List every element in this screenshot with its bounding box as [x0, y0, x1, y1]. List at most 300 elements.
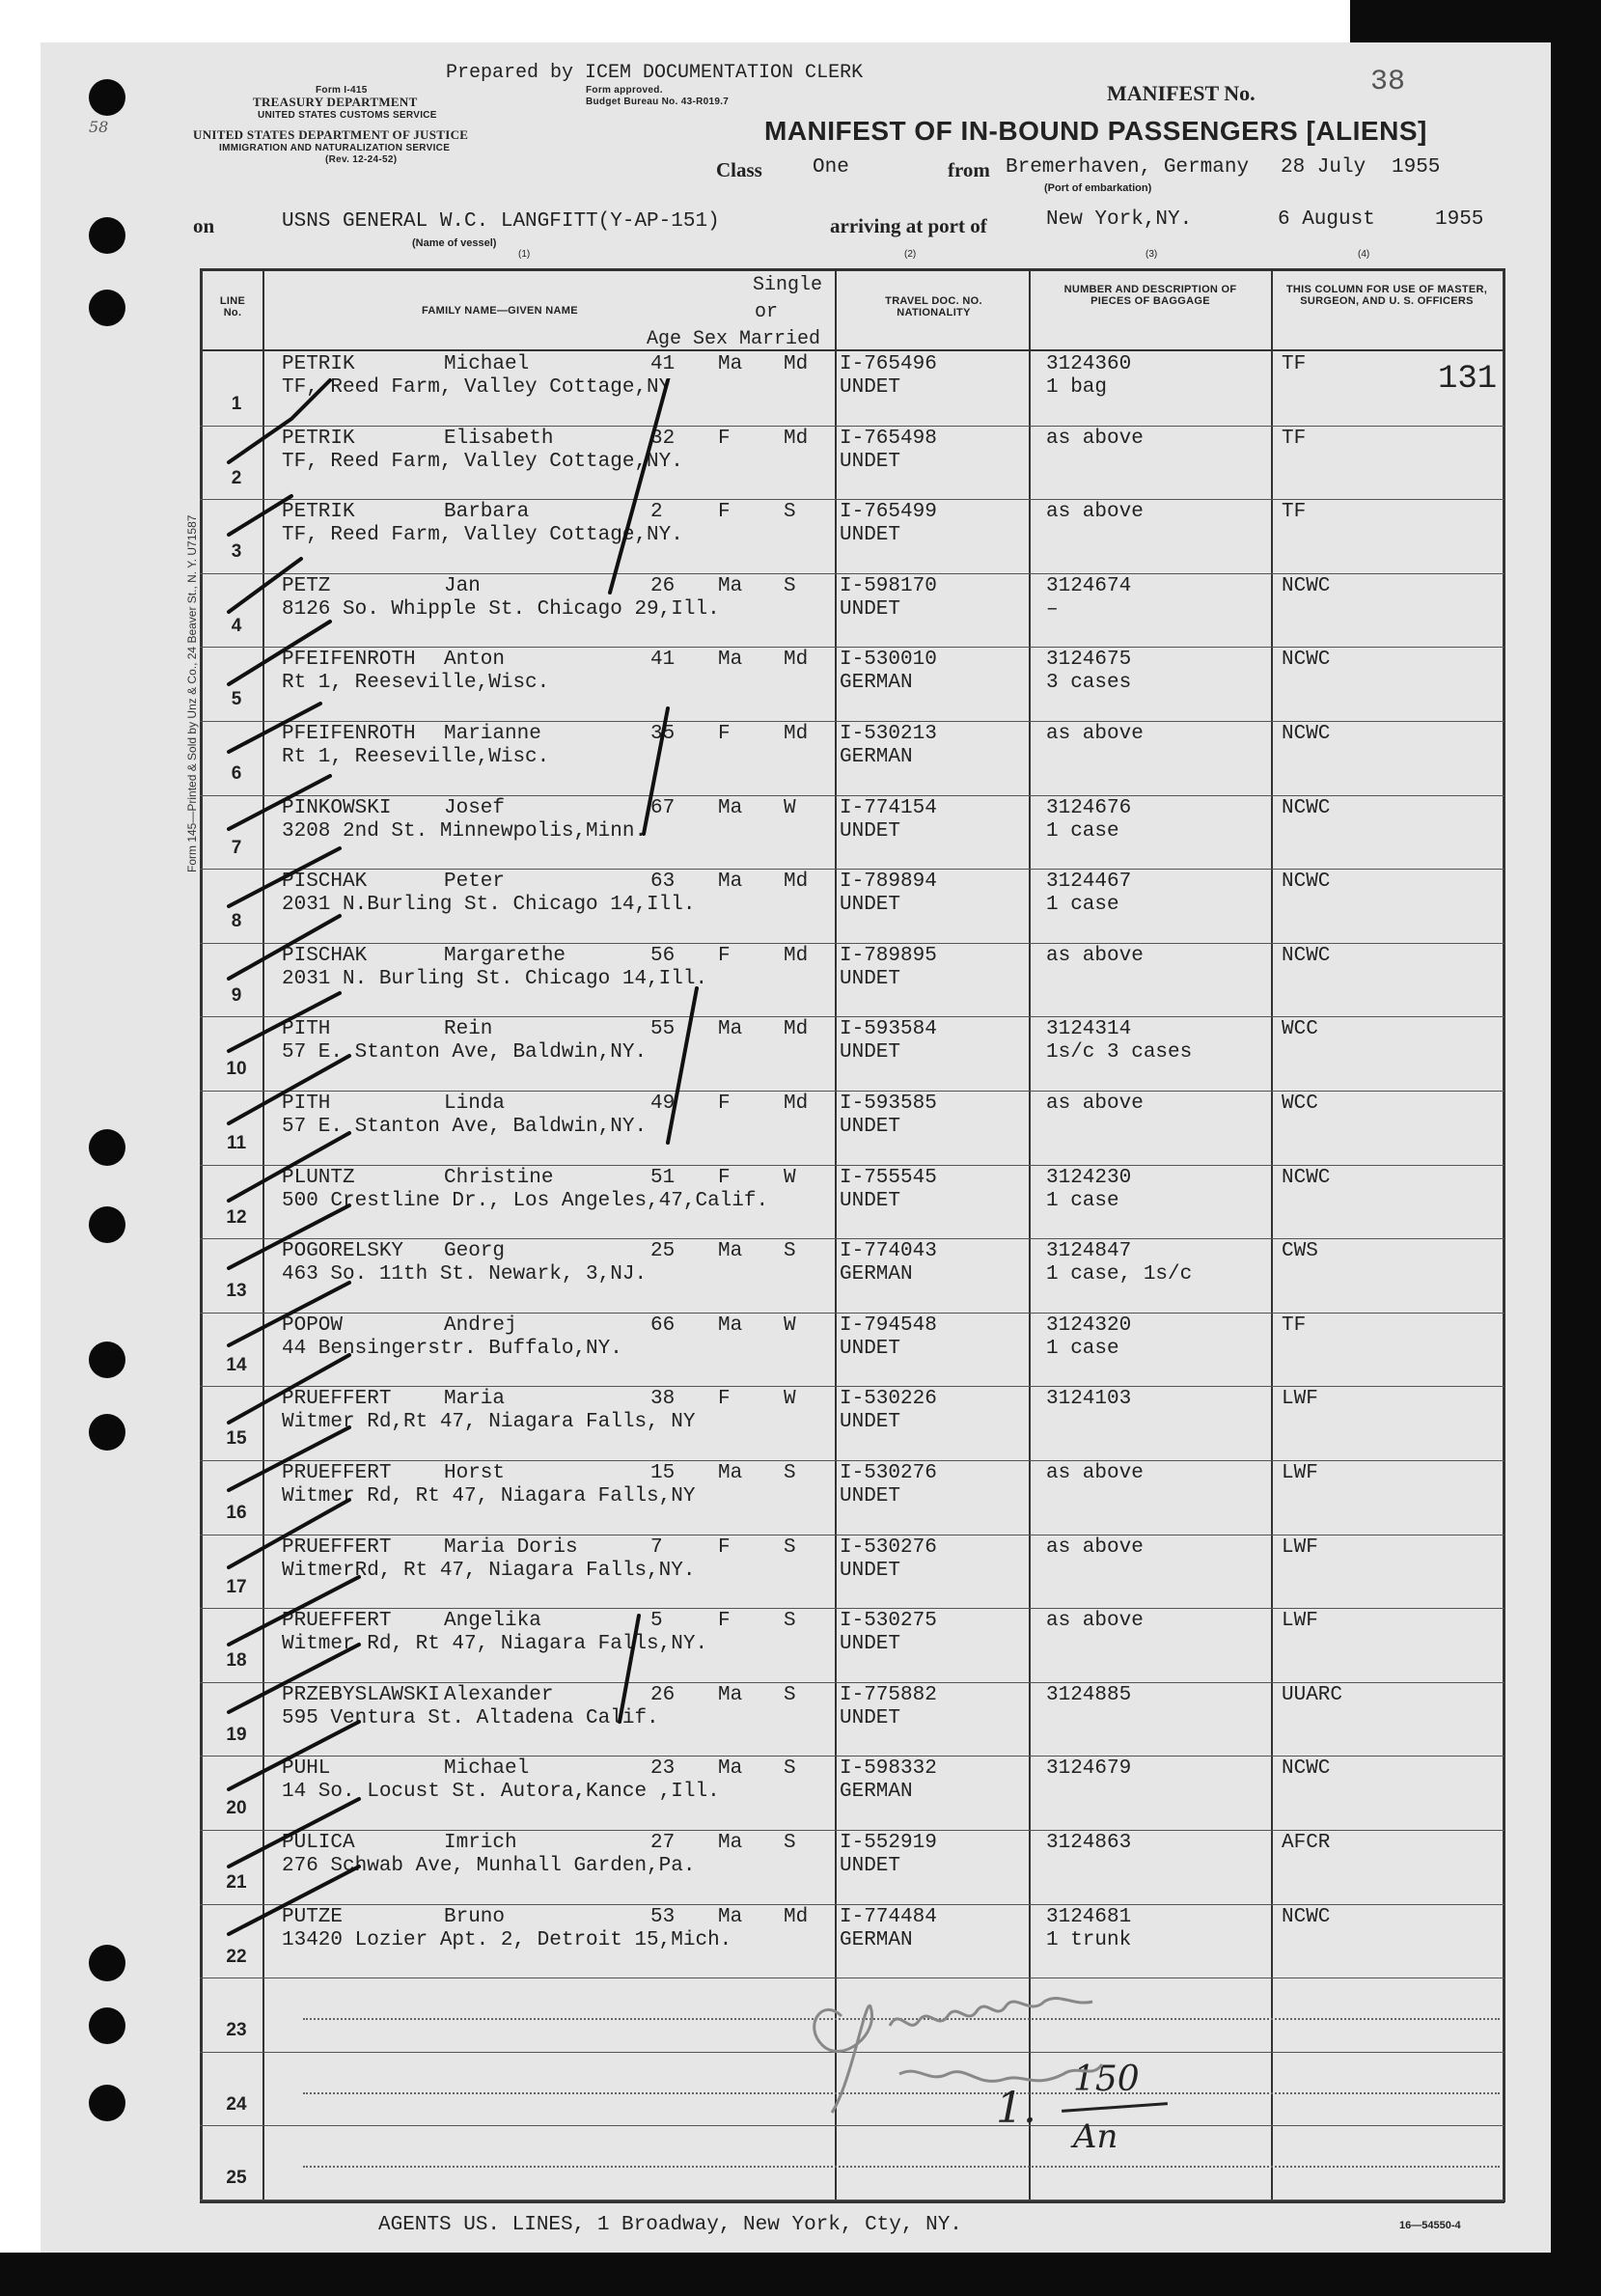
treasury-dept: TREASURY DEPARTMENT — [253, 95, 418, 109]
family-name: POGORELSKY — [282, 1240, 404, 1263]
baggage-description: 1s/c 3 cases — [1046, 1041, 1193, 1065]
baggage-number: 3124314 — [1046, 1018, 1132, 1041]
scan-border-bottom — [0, 2253, 1601, 2296]
age: 15 — [650, 1462, 676, 1484]
baggage-number: 3124847 — [1046, 1240, 1132, 1263]
form-approved: Form approved. — [586, 85, 663, 96]
address: TF, Reed Farm, Valley Cottage,NY — [282, 376, 672, 399]
family-name: PETRIK — [282, 427, 355, 450]
sex: Ma — [718, 1683, 743, 1706]
nationality: UNDET — [840, 894, 901, 917]
sex: F — [718, 501, 731, 524]
check-marks — [214, 351, 755, 1973]
from-year: 1955 — [1392, 156, 1441, 179]
from-label: from — [948, 158, 990, 181]
agency-code: NCWC — [1282, 944, 1331, 967]
address: 2031 N. Burling St. Chicago 14,Ill. — [282, 967, 708, 990]
age: 67 — [650, 796, 676, 819]
baggage-number: as above — [1046, 944, 1144, 967]
family-name: PITH — [282, 1018, 331, 1041]
col-ref-3: (3) — [1146, 249, 1158, 260]
hand-fraction-top: 150 — [1073, 2060, 1140, 2099]
col-header-line: LINE No. — [219, 295, 246, 318]
class-label: Class — [716, 158, 762, 181]
travel-doc-no: I-765496 — [840, 353, 937, 375]
baggage-number: 3124467 — [1046, 871, 1132, 894]
address: Witmer Rd, Rt 47, Niagara Falls,NY. — [282, 1633, 708, 1656]
sex: F — [718, 1610, 731, 1633]
family-name: PETRIK — [282, 353, 355, 375]
address: TF, Reed Farm, Valley Cottage,NY. — [282, 524, 683, 547]
address: 14 So. Locust St. Autora,Kance ,Ill. — [282, 1781, 720, 1804]
col-header-baggage: NUMBER AND DESCRIPTION OF PIECES OF BAGGAGE — [1063, 284, 1237, 307]
family-name: PRZEBYSLAWSKI — [282, 1683, 440, 1706]
address: Witmer Rd,Rt 47, Niagara Falls, NY — [282, 1411, 696, 1434]
travel-doc-no: I-598170 — [840, 574, 937, 597]
binder-hole — [89, 1129, 125, 1166]
given-name: Barbara — [444, 501, 530, 524]
address: 8126 So. Whipple St. Chicago 29,Ill. — [282, 597, 720, 621]
col-header-name: FAMILY NAME—GIVEN NAME — [422, 305, 578, 317]
given-name: Peter — [444, 871, 506, 894]
address: 463 So. 11th St. Newark, 3,NJ. — [282, 1263, 648, 1286]
baggage-number: as above — [1046, 723, 1144, 745]
customs-service: UNITED STATES CUSTOMS SERVICE — [258, 110, 437, 121]
age: 38 — [650, 1388, 676, 1411]
address: TF, Reed Farm, Valley Cottage,NY. — [282, 450, 683, 473]
binder-hole — [89, 2085, 125, 2121]
nationality: UNDET — [840, 1041, 901, 1065]
sex: F — [718, 427, 731, 450]
sex: Ma — [718, 1018, 743, 1041]
revision: (Rev. 12-24-52) — [325, 154, 398, 165]
baggage-description: 1 bag — [1046, 376, 1108, 399]
row-divider — [200, 2199, 1504, 2200]
address: Witmer Rd, Rt 47, Niagara Falls,NY — [282, 1485, 696, 1508]
sex: F — [718, 1388, 731, 1411]
arriving-label: arriving at port of — [830, 214, 987, 237]
sex: F — [718, 1535, 731, 1559]
line-number: 12 — [226, 1206, 247, 1228]
baggage-number: as above — [1046, 1462, 1144, 1484]
given-name: Josef — [444, 796, 506, 819]
age: 2 — [650, 501, 663, 524]
prepared-by: Prepared by ICEM DOCUMENTATION CLERK — [446, 62, 864, 84]
given-name: Michael — [444, 1757, 530, 1781]
baggage-number: 3124320 — [1046, 1314, 1132, 1337]
family-name: PFEIFENROTH — [282, 723, 416, 745]
agency-code: WCC — [1282, 1093, 1318, 1115]
travel-doc-no: I-765498 — [840, 427, 937, 450]
col-header-age-sex: Age Sex Married — [647, 328, 821, 350]
marital-status: S — [784, 501, 796, 524]
col-ref-4: (4) — [1358, 249, 1370, 260]
address: 500 Crestline Dr., Los Angeles,47,Calif. — [282, 1189, 769, 1212]
marital-status: Md — [784, 1905, 809, 1928]
marital-status: W — [784, 1388, 796, 1411]
nationality: UNDET — [840, 597, 901, 621]
baggage-number: 3124230 — [1046, 1166, 1132, 1189]
family-name: POPOW — [282, 1314, 344, 1337]
baggage-number: 3124885 — [1046, 1683, 1132, 1706]
marital-status: S — [784, 1535, 796, 1559]
nationality: UNDET — [840, 376, 901, 399]
line-number: 25 — [226, 2168, 247, 2189]
baggage-number: 3124674 — [1046, 574, 1132, 597]
line-number: 9 — [231, 984, 242, 1006]
class-value: One — [813, 156, 849, 179]
age: 27 — [650, 1832, 676, 1854]
line-number: 18 — [226, 1650, 247, 1672]
age: 5 — [650, 1610, 663, 1633]
age: 41 — [650, 353, 676, 375]
family-name: PISCHAK — [282, 944, 368, 967]
arrival-year: 1955 — [1435, 208, 1484, 231]
nationality: UNDET — [840, 450, 901, 473]
sex: Ma — [718, 1832, 743, 1854]
age: 41 — [650, 649, 676, 672]
line-number: 14 — [226, 1354, 247, 1375]
address: Rt 1, Reeseville,Wisc. — [282, 746, 550, 768]
travel-doc-no: I-530226 — [840, 1388, 937, 1411]
family-name: PETZ — [282, 574, 331, 597]
line-number: 13 — [226, 1281, 247, 1302]
agency-code: NCWC — [1282, 1166, 1331, 1189]
nationality: UNDET — [840, 1116, 901, 1138]
binder-hole — [89, 1945, 125, 1981]
marital-status: S — [784, 1757, 796, 1781]
marital-status: S — [784, 1683, 796, 1706]
baggage-description: 1 case — [1046, 1189, 1119, 1212]
address: 57 E. Stanton Ave, Baldwin,NY. — [282, 1116, 648, 1138]
travel-doc-no: I-774484 — [840, 1905, 937, 1928]
given-name: Elisabeth — [444, 427, 554, 450]
line-number: 21 — [226, 1872, 247, 1893]
travel-doc-no: I-593585 — [840, 1093, 937, 1115]
family-name: PULICA — [282, 1832, 355, 1854]
marital-status: Md — [784, 1093, 809, 1115]
marital-status: W — [784, 1166, 796, 1189]
agency-code: TF — [1282, 427, 1307, 450]
address: 595 Ventura St. Altadena Calif. — [282, 1706, 659, 1729]
on-label: on — [193, 214, 215, 237]
given-name: Alexander — [444, 1683, 554, 1706]
col-header-single: Single — [753, 274, 823, 296]
baggage-number: as above — [1046, 427, 1144, 450]
agency-code: TF — [1282, 1314, 1307, 1337]
annotation-131: 131 — [1438, 361, 1498, 398]
hand-fraction-bottom: An — [1073, 2117, 1118, 2156]
baggage-number: as above — [1046, 1535, 1144, 1559]
inspector-signature — [784, 1958, 1285, 2132]
agency-code: CWS — [1282, 1240, 1318, 1263]
nationality: UNDET — [840, 1411, 901, 1434]
nationality: UNDET — [840, 1706, 901, 1729]
nationality: UNDET — [840, 819, 901, 843]
agency-code: AFCR — [1282, 1832, 1331, 1854]
binder-hole — [89, 1206, 125, 1243]
sex: Ma — [718, 1462, 743, 1484]
given-name: Andrej — [444, 1314, 517, 1337]
baggage-description: – — [1046, 597, 1059, 621]
travel-doc-no: I-774043 — [840, 1240, 937, 1263]
baggage-description: 3 cases — [1046, 672, 1132, 695]
given-name: Horst — [444, 1462, 506, 1484]
given-name: Linda — [444, 1093, 506, 1115]
marital-status: Md — [784, 944, 809, 967]
nationality: UNDET — [840, 1337, 901, 1360]
given-name: Bruno — [444, 1905, 506, 1928]
baggage-number: as above — [1046, 1093, 1144, 1115]
nationality: GERMAN — [840, 746, 913, 768]
age: 23 — [650, 1757, 676, 1781]
baggage-number: 3124679 — [1046, 1757, 1132, 1781]
line-number: 24 — [226, 2093, 247, 2115]
line-number: 23 — [226, 2020, 247, 2041]
agency-code: UUARC — [1282, 1683, 1343, 1706]
marital-status: Md — [784, 353, 809, 375]
age: 25 — [650, 1240, 676, 1263]
sex: Ma — [718, 1240, 743, 1263]
age: 26 — [650, 1683, 676, 1706]
line-number: 6 — [231, 763, 242, 784]
line-number: 10 — [226, 1059, 247, 1080]
page-title: MANIFEST OF IN-BOUND PASSENGERS [ALIENS] — [764, 116, 1427, 146]
baggage-number: 3124681 — [1046, 1905, 1132, 1928]
agency-code: LWF — [1282, 1462, 1318, 1484]
travel-doc-no: I-755545 — [840, 1166, 937, 1189]
age: 55 — [650, 1018, 676, 1041]
travel-doc-no: I-552919 — [840, 1832, 937, 1854]
marital-status: S — [784, 1610, 796, 1633]
family-name: PINKOWSKI — [282, 796, 392, 819]
nationality: UNDET — [840, 1485, 901, 1508]
nationality: GERMAN — [840, 1928, 913, 1951]
justice-dept: UNITED STATES DEPARTMENT OF JUSTICE — [193, 127, 469, 142]
marital-status: W — [784, 1314, 796, 1337]
arrival-date: 6 August — [1278, 208, 1375, 231]
baggage-description: 1 case — [1046, 819, 1119, 843]
nationality: GERMAN — [840, 1263, 913, 1286]
binder-hole — [89, 1414, 125, 1451]
marital-status: S — [784, 1832, 796, 1854]
travel-doc-no: I-774154 — [840, 796, 937, 819]
travel-doc-no: I-794548 — [840, 1314, 937, 1337]
given-name: Christine — [444, 1166, 554, 1189]
baggage-number: 3124675 — [1046, 649, 1132, 672]
form-code: 16—54550-4 — [1399, 2220, 1461, 2231]
line-number: 1 — [231, 394, 242, 414]
agency-code: NCWC — [1282, 871, 1331, 894]
form-number: Form I-415 — [316, 85, 368, 96]
line-number: 19 — [226, 1724, 247, 1745]
family-name: PLUNTZ — [282, 1166, 355, 1189]
family-name: PRUEFFERT — [282, 1462, 392, 1484]
nationality: UNDET — [840, 1559, 901, 1582]
hand-prefix: 1. — [996, 2084, 1036, 2133]
agency-code: TF — [1282, 353, 1307, 375]
nationality: UNDET — [840, 967, 901, 990]
blank-row-line — [303, 2166, 1500, 2168]
line-number: 7 — [231, 837, 242, 858]
manifest-no: 38 — [1370, 66, 1406, 98]
family-name: PUTZE — [282, 1905, 344, 1928]
baggage-number: 3124863 — [1046, 1832, 1132, 1854]
age: 63 — [650, 871, 676, 894]
given-name: Maria Doris — [444, 1535, 578, 1559]
agency-code: LWF — [1282, 1388, 1318, 1411]
agency-code: LWF — [1282, 1610, 1318, 1633]
nationality: GERMAN — [840, 672, 913, 695]
manifest-no-label: MANIFEST No. — [1107, 81, 1256, 105]
baggage-number: as above — [1046, 501, 1144, 524]
sex: Ma — [718, 649, 743, 672]
travel-doc-no: I-530276 — [840, 1535, 937, 1559]
binder-hole — [89, 290, 125, 326]
age: 7 — [650, 1535, 663, 1559]
line-number: 4 — [231, 615, 242, 636]
age: 66 — [650, 1314, 676, 1337]
port-embarkation-caption: (Port of embarkation) — [1044, 182, 1152, 194]
family-name: PFEIFENROTH — [282, 649, 416, 672]
family-name: PRUEFFERT — [282, 1535, 392, 1559]
agents-footer: AGENTS US. LINES, 1 Broadway, New York, Cty, NY. — [378, 2214, 962, 2236]
col-header-officers: THIS COLUMN FOR USE OF MASTER, SURGEON, AND U. S. OFFICERS — [1285, 284, 1488, 307]
marital-status: S — [784, 574, 796, 597]
travel-doc-no: I-530010 — [840, 649, 937, 672]
marital-status: S — [784, 1462, 796, 1484]
col-header-travel: TRAVEL DOC. NO. NATIONALITY — [885, 295, 982, 318]
line-number: 16 — [226, 1503, 247, 1523]
scan-border-right — [1551, 0, 1601, 2296]
family-name: PISCHAK — [282, 871, 368, 894]
binder-hole — [89, 217, 125, 254]
marital-status: Md — [784, 723, 809, 745]
family-name: PUHL — [282, 1757, 331, 1781]
nationality: UNDET — [840, 1189, 901, 1212]
given-name: Margarethe — [444, 944, 566, 967]
given-name: Georg — [444, 1240, 506, 1263]
address: WitmerRd, Rt 47, Niagara Falls,NY. — [282, 1559, 696, 1582]
agency-code: NCWC — [1282, 796, 1331, 819]
address: 44 Bensingerstr. Buffalo,NY. — [282, 1337, 622, 1360]
baggage-number: 3124360 — [1046, 353, 1132, 375]
from-port: Bremerhaven, Germany — [1006, 156, 1250, 179]
nationality: UNDET — [840, 1633, 901, 1656]
nationality: GERMAN — [840, 1781, 913, 1804]
address: 13420 Lozier Apt. 2, Detroit 15,Mich. — [282, 1928, 732, 1951]
manifest-page — [41, 42, 1551, 2253]
given-name: Jan — [444, 574, 481, 597]
nationality: UNDET — [840, 524, 901, 547]
sex: Ma — [718, 1757, 743, 1781]
marital-status: W — [784, 796, 796, 819]
binder-hole — [89, 2007, 125, 2044]
agency-code: TF — [1282, 501, 1307, 524]
family-name: PITH — [282, 1093, 331, 1115]
family-name: PRUEFFERT — [282, 1610, 392, 1633]
given-name: Imrich — [444, 1832, 517, 1854]
travel-doc-no: I-598332 — [840, 1757, 937, 1781]
immigration-service: IMMIGRATION AND NATURALIZATION SERVICE — [219, 143, 451, 153]
agency-code: NCWC — [1282, 1757, 1331, 1781]
vessel-caption: (Name of vessel) — [412, 237, 497, 249]
given-name: Maria — [444, 1388, 506, 1411]
binder-hole — [89, 79, 125, 116]
sex: F — [718, 1166, 731, 1189]
address: 3208 2nd St. Minnewpolis,Minn. — [282, 819, 648, 843]
line-number: 15 — [226, 1428, 247, 1450]
side-print: Form 145—Printed & Sold by Unz & Co., 24 Beaver St., N. Y. U71587 — [185, 514, 199, 872]
age: 32 — [650, 427, 676, 450]
line-number: 11 — [226, 1133, 247, 1153]
budget-bureau: Budget Bureau No. 43-R019.7 — [586, 97, 730, 107]
agency-code: NCWC — [1282, 723, 1331, 745]
col-ref-1: (1) — [518, 249, 531, 260]
sex: F — [718, 1093, 731, 1115]
col-ref-2: (2) — [904, 249, 917, 260]
address: Rt 1, Reeseville,Wisc. — [282, 672, 550, 695]
given-name: Rein — [444, 1018, 493, 1041]
sex: F — [718, 944, 731, 967]
sex: Ma — [718, 796, 743, 819]
age: 56 — [650, 944, 676, 967]
baggage-number: as above — [1046, 1610, 1144, 1633]
marital-status: Md — [784, 649, 809, 672]
line-number: 3 — [231, 541, 242, 563]
baggage-description: 1 case — [1046, 894, 1119, 917]
baggage-description: 1 case — [1046, 1337, 1119, 1360]
given-name: Michael — [444, 353, 530, 375]
baggage-description: 1 trunk — [1046, 1928, 1132, 1951]
sex: Ma — [718, 1905, 743, 1928]
nationality: UNDET — [840, 1855, 901, 1877]
marital-status: Md — [784, 427, 809, 450]
marital-status: S — [784, 1240, 796, 1263]
given-name: Anton — [444, 649, 506, 672]
travel-doc-no: I-775882 — [840, 1683, 937, 1706]
arrival-port: New York,NY. — [1046, 208, 1193, 231]
marital-status: Md — [784, 1018, 809, 1041]
line-number: 2 — [231, 467, 242, 488]
agency-code: NCWC — [1282, 649, 1331, 672]
binder-hole — [89, 1342, 125, 1378]
given-name: Marianne — [444, 723, 541, 745]
sex: Ma — [718, 1314, 743, 1337]
from-date: 28 July — [1281, 156, 1366, 179]
agency-code: NCWC — [1282, 574, 1331, 597]
address: 276 Schwab Ave, Munhall Garden,Pa. — [282, 1855, 696, 1877]
travel-doc-no: I-789895 — [840, 944, 937, 967]
travel-doc-no: I-530275 — [840, 1610, 937, 1633]
vessel-name: USNS GENERAL W.C. LANGFITT(Y-AP-151) — [282, 210, 720, 233]
travel-doc-no: I-530213 — [840, 723, 937, 745]
agency-code: NCWC — [1282, 1905, 1331, 1928]
sex: Ma — [718, 871, 743, 894]
travel-doc-no: I-530276 — [840, 1462, 937, 1484]
agency-code: WCC — [1282, 1018, 1318, 1041]
family-name: PETRIK — [282, 501, 355, 524]
family-name: PRUEFFERT — [282, 1388, 392, 1411]
line-number: 8 — [231, 911, 242, 932]
age: 26 — [650, 574, 676, 597]
travel-doc-no: I-765499 — [840, 501, 937, 524]
age: 35 — [650, 723, 676, 745]
line-number: 22 — [226, 1946, 247, 1967]
age: 53 — [650, 1905, 676, 1928]
age: 51 — [650, 1166, 676, 1189]
sex: Ma — [718, 574, 743, 597]
